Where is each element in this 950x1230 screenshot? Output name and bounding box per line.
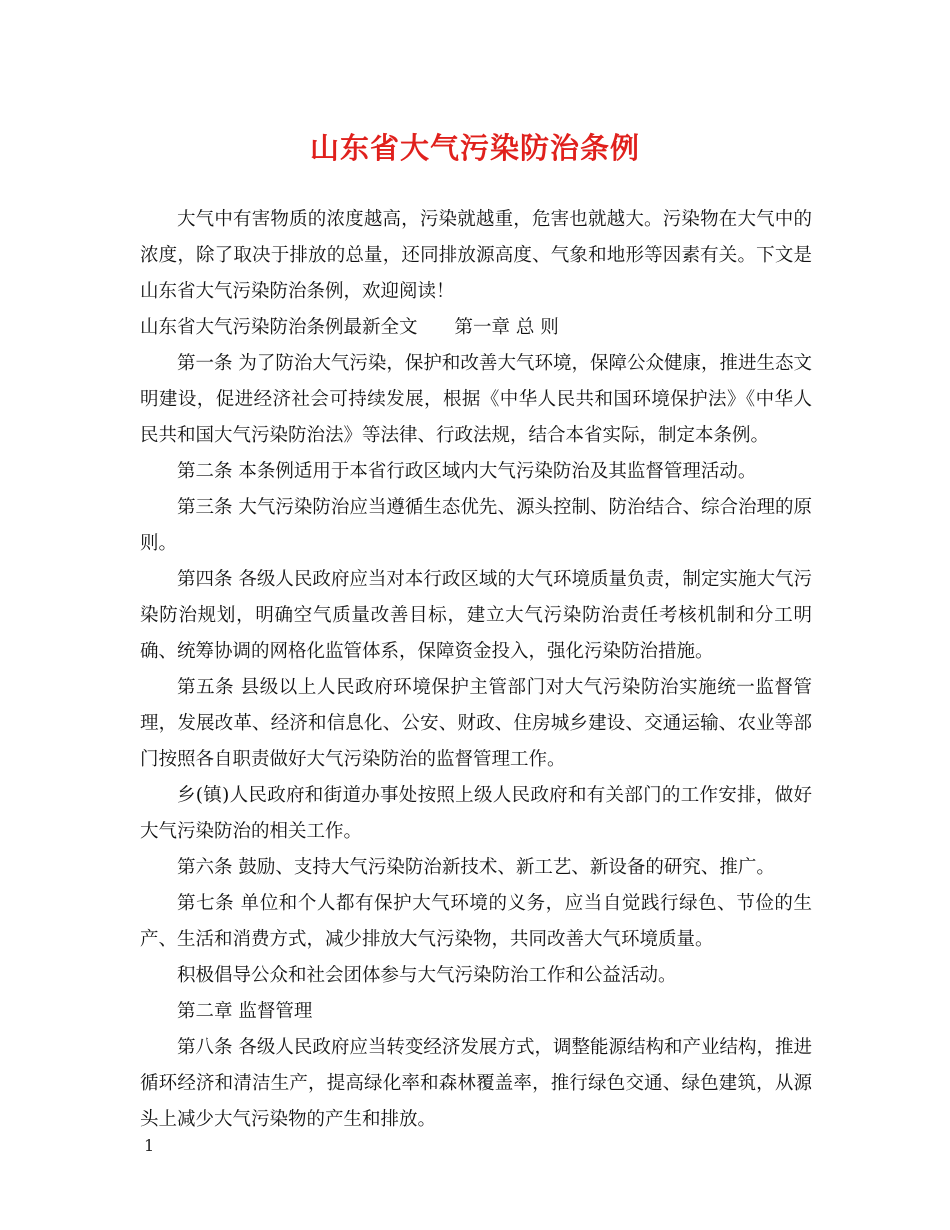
page-number: 1 (144, 1136, 155, 1155)
paragraph-article-1: 第一条 为了防治大气污染，保护和改善大气环境，保障公众健康，推进生态文明建设，促进经济社会可持续发展，根据《中华人民共和国环境保护法》《中华人民共和国大气污染防治法》等法律、行政法规，结合本省实际，制定本条例。 (140, 353, 812, 446)
paragraph-article-2: 第二条 本条例适用于本省行政区域内大气污染防治及其监督管理活动。 (177, 461, 757, 482)
paragraph-article-5: 第五条 县级以上人民政府环境保护主管部门对大气污染防治实施统一监督管理，发展改革、经济和信息化、公安、财政、住房城乡建设、交通运输、农业等部门按照各自职责做好大气污染防治的监督管理工作。 (140, 677, 812, 770)
paragraph-intro: 大气中有害物质的浓度越高，污染就越重，危害也就越大。污染物在大气中的浓度，除了取决于排放的总量，还同排放源高度、气象和地形等因素有关。下文是山东省大气污染防治条例，欢迎阅读！ (140, 209, 812, 302)
paragraph-article-6: 第六条 鼓励、支持大气污染防治新技术、新工艺、新设备的研究、推广。 (177, 857, 775, 878)
paragraph-article-5-continued: 乡(镇)人民政府和街道办事处按照上级人民政府和有关部门的工作安排，做好大气污染防治的相关工作。 (140, 785, 812, 842)
paragraph-article-7-continued: 积极倡导公众和社会团体参与大气污染防治工作和公益活动。 (177, 965, 677, 986)
paragraph-chapter-one-heading: 山东省大气污染防治条例最新全文 第一章 总 则 (140, 317, 559, 338)
document-title: 山东省大气污染防治条例 (309, 131, 640, 165)
paragraph-chapter-two-heading: 第二章 监督管理 (177, 1001, 313, 1022)
paragraph-article-7: 第七条 单位和个人都有保护大气环境的义务，应当自觉践行绿色、节俭的生产、生活和消费方式，减少排放大气污染物，共同改善大气环境质量。 (140, 893, 812, 950)
paragraph-article-4: 第四条 各级人民政府应当对本行政区域的大气环境质量负责，制定实施大气污染防治规划，明确空气质量改善目标，建立大气污染防治责任考核机制和分工明确、统筹协调的网格化监管体系，保障资金投入，强化污染防治措施。 (140, 569, 812, 662)
paragraph-article-8: 第八条 各级人民政府应当转变经济发展方式，调整能源结构和产业结构，推进循环经济和清洁生产，提高绿化率和森林覆盖率，推行绿色交通、绿色建筑，从源头上减少大气污染物的产生和排放。 (140, 1037, 812, 1130)
document-body (140, 202, 812, 1138)
paragraph-article-3: 第三条 大气污染防治应当遵循生态优先、源头控制、防治结合、综合治理的原则。 (140, 497, 812, 554)
